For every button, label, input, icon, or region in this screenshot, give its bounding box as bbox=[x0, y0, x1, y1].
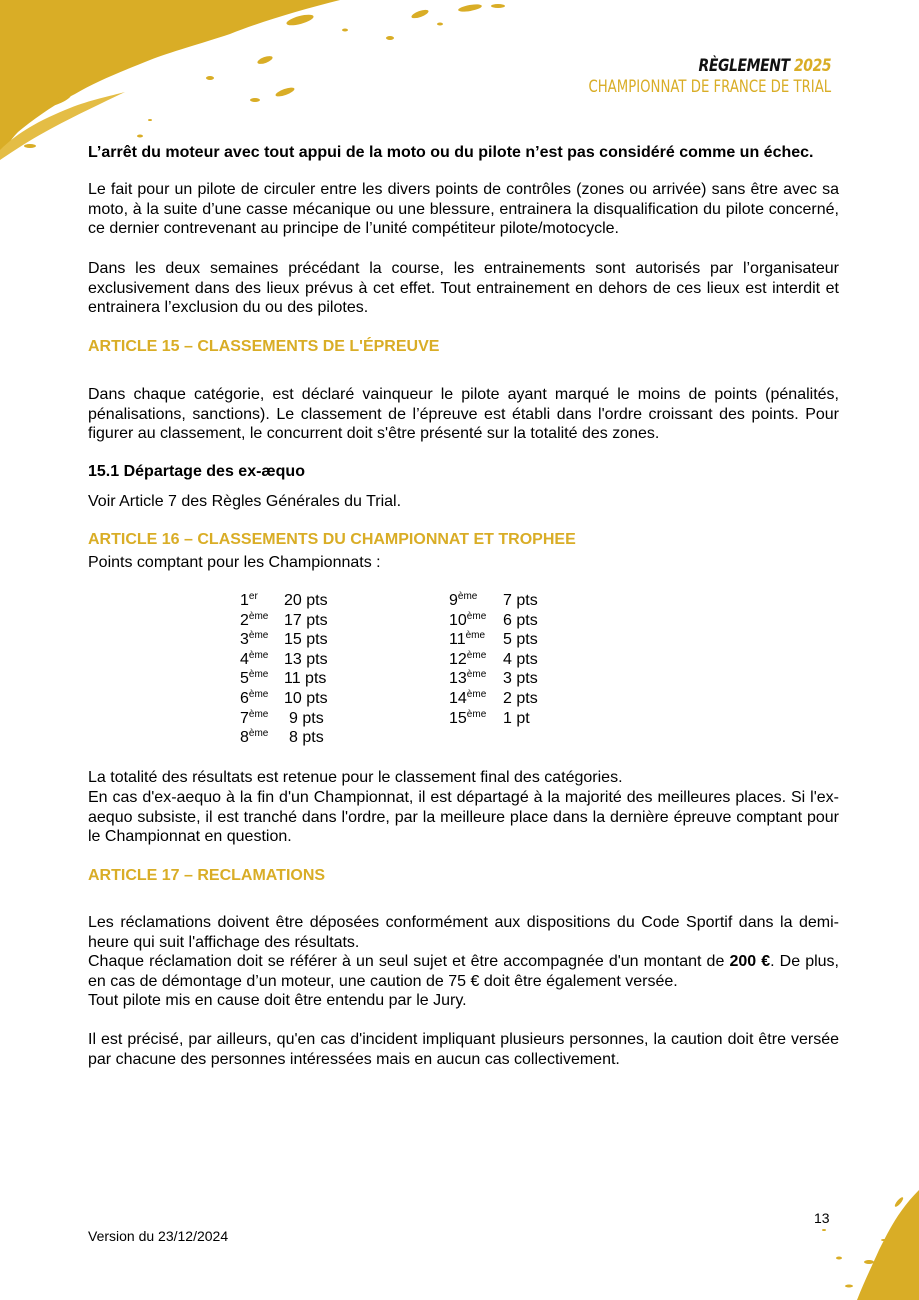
paint-splash-decoration-bottom bbox=[749, 1190, 919, 1300]
article-17-title: ARTICLE 17 – RECLAMATIONS bbox=[88, 867, 326, 884]
section-15-1-title: 15.1 Départage des ex-æquo bbox=[88, 463, 305, 480]
article-16-results-retained: La totalité des résultats est retenue pour le classement final des catégories. bbox=[88, 769, 623, 786]
claim-amount: 200 € bbox=[729, 953, 771, 970]
footer-version: Version du 23/12/2024 bbox=[88, 1228, 229, 1244]
paragraph-disqualification: Le fait pour un pilote de circuler entre les divers points de contrôles (zones ou arrivée) sans être avec sa moto, à la suite d’une casse mécanique ou une blessure, entrainera la disqualification du pilote concerné, ce dernier contrevenant au principe de l’unité compétiteur pilote/motocycle. bbox=[88, 181, 839, 238]
engine-stop-statement: L’arrêt du moteur avec tout appui de la moto ou du pilote n’est pas considéré comme un échec. bbox=[88, 144, 814, 161]
section-15-1-paragraph: Voir Article 7 des Règles Générales du Trial. bbox=[88, 493, 402, 510]
article-16-title: ARTICLE 16 – CLASSEMENTS DU CHAMPIONNAT ET TROPHEE bbox=[88, 531, 576, 548]
document-header bbox=[520, 56, 831, 98]
article-16-intro: Points comptant pour les Championnats : bbox=[88, 554, 381, 571]
article-15-paragraph: Dans chaque catégorie, est déclaré vainqueur le pilote ayant marqué le moins de points (pénalités, pénalisations, sanctions). Le classement de l’épreuve est établi dans l'ordre croissant des points. Pour figurer au classement, le concurrent doit s'être présenté sur la totalité des zones. bbox=[88, 386, 839, 443]
article-17-paragraph-4: Il est précisé, par ailleurs, qu'en cas d'incident impliquant plusieurs personnes, la caution doit être versée par chacune des personnes intéressées mais en aucun cas collectivement. bbox=[88, 1031, 839, 1068]
points-table: 1er 20 pts 2ème 17 pts 3ème 15 pts 4ème 13 pts 5ème 11 pts 6ème 10 pts 7ème 9 pts 8ème 8 pts 9ème 7 pts 10ème 6 pts 11ème 5 pts 12ème 4 pts 13ème 3 pts 14ème 2 pts 15ème 1 pt bbox=[240, 591, 538, 747]
header-title bbox=[576, 56, 831, 76]
article-17-paragraph-1: Les réclamations doivent être déposées conformément aux dispositions du Code Sportif dans la demi-heure qui suit l'affichage des résultats. bbox=[88, 914, 839, 951]
article-16-tie-break: En cas d'ex-aequo à la fin d'un Championnat, il est départagé à la majorité des meilleures places. Si l'ex-aequo subsiste, il est tranché dans l'ordre, par la meilleure place dans la dernière épreuve comptant pour le Championnat en question. bbox=[88, 789, 839, 846]
article-15-title: ARTICLE 15 – CLASSEMENTS DE L'ÉPREUVE bbox=[88, 338, 440, 355]
paragraph-training: Dans les deux semaines précédant la course, les entrainements sont autorisés par l’organisateur exclusivement dans des lieux prévus à cet effet. Tout entrainement en dehors de ces lieux est interdit et entrainera l’exclusion du ou des pilotes. bbox=[88, 260, 839, 317]
header-title-prefix: RÈGLEMENT bbox=[698, 56, 790, 76]
article-17-paragraph-3: Tout pilote mis en cause doit être entendu par le Jury. bbox=[88, 992, 467, 1009]
header-title-year: 2025 bbox=[793, 56, 831, 76]
article-17-paragraph-2: Chaque réclamation doit se référer à un seul sujet et être accompagnée d'un montant de 200 €. De plus, en cas de démontage d’un moteur, une caution de 75 € doit être également versée. bbox=[88, 953, 840, 990]
page-number: 13 bbox=[814, 1210, 830, 1226]
header-subtitle: CHAMPIONNAT DE FRANCE DE TRIAL bbox=[588, 77, 831, 97]
